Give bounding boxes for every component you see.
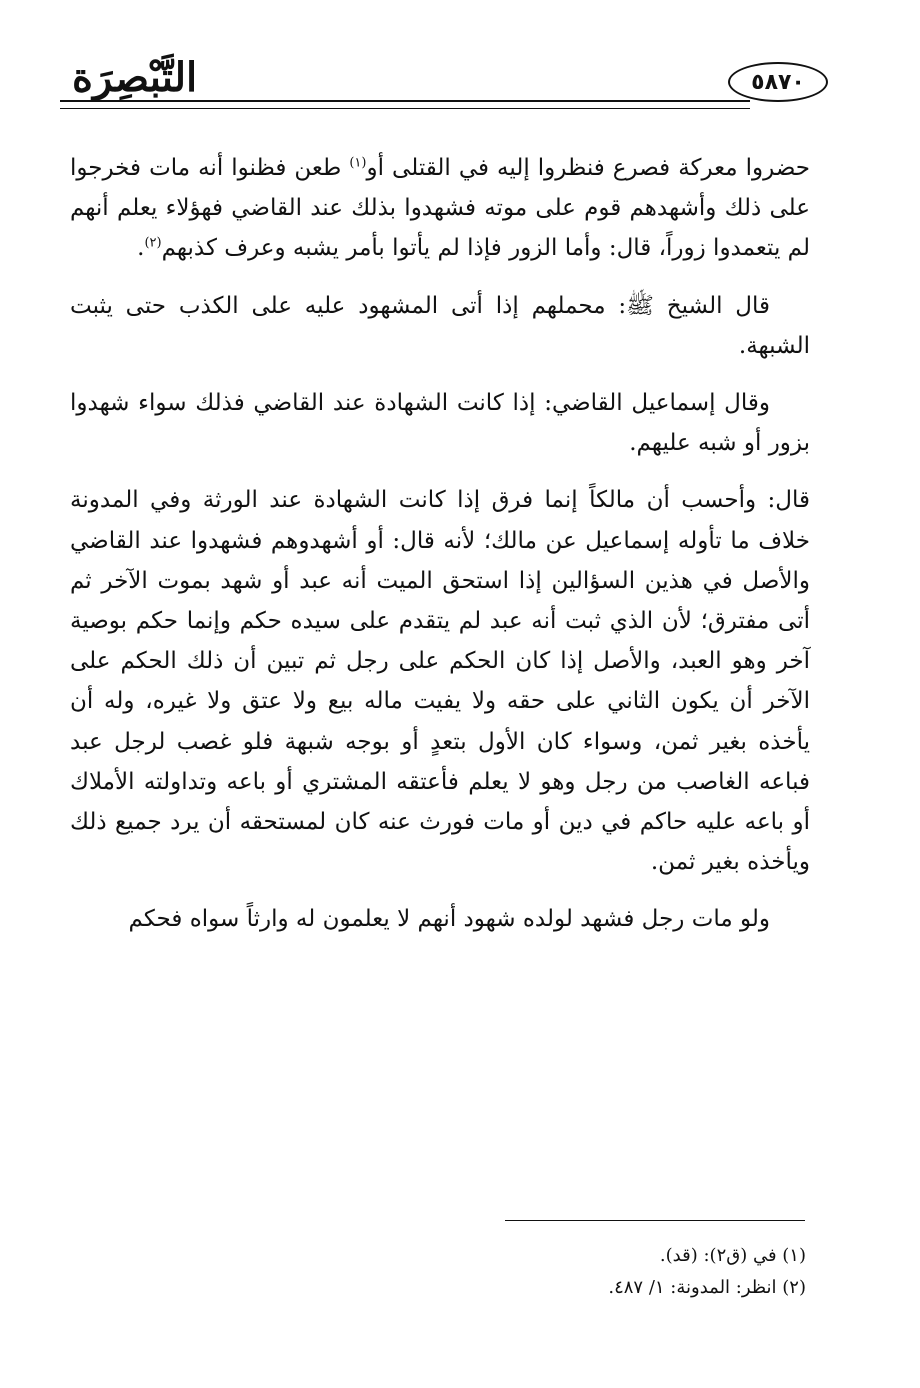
footnote-divider — [505, 1220, 805, 1221]
header-divider — [60, 100, 750, 102]
paragraph-5: ولو مات رجل فشهد لولده شهود أنهم لا يعلمون له وارثاً سواه فحكم — [128, 906, 770, 933]
paragraph-1-part-a: حضروا معركة فصرع فنظروا إليه في القتلى أو — [366, 155, 810, 181]
paragraph-3: وقال إسماعيل القاضي: إذا كانت الشهادة عند القاضي فذلك سواء شهدوا بزور أو شبه عليهم. — [70, 390, 810, 457]
footnote-1: (١) في (ق٢): (قد). — [659, 1245, 806, 1266]
paragraph-4: قال: وأحسب أن مالكاً إنما فرق إذا كانت الشهادة عند الورثة وفي المدونة خلاف ما تأوله إسماعيل عن مالك؛ لأنه قال: أو أشهدوهم فشهدوا عند القاضي والأصل في هذين السؤالين إذا استحق الميت أنه عبد أو شهد بموت الآخر ثم أتى مفترق؛ لأن الذي ثبت أنه عبد لم يتقدم على سيده حكم وإنما حكم بوصية آخر وهو العبد، والأصل إذا كان الحكم على رجل ثم تبين أن ذلك الحكم على الآخر أن يكون الثاني على حقه ولا يفيت ماله بيع ولا عتق ولا غيره، وله أن يأخذه بغير ثمن، وسواء كان الأول بتعدٍ أو بوجه شبهة فلو غصب لرجل عبد فباعه الغاصب من رجل وهو لا يعلم فأعتقه المشتري أو باعه وتداولته الأملاك أو باعه عليه حاكم في دين أو مات فورث عنه كان لمستحقه أن يرد جميع ذلك ويأخذه بغير ثمن. — [70, 487, 810, 876]
running-title: التَّبْصِرَة — [72, 54, 198, 101]
main-text — [70, 148, 810, 957]
page-number-badge: ٥٨٧٠ — [728, 62, 828, 102]
paragraph-2: قال الشيخ ﷺ: محملهم إذا أتى المشهود عليه على الكذب حتى يثبت الشبهة. — [70, 292, 810, 359]
paragraph-1-part-b: طعن فظنوا أنه مات فخرجوا على ذلك وأشهدهم قوم على موته فشهدوا بذلك عند القاضي فهؤلاء يعلم أنهم لم يتعمدوا زوراً، قال: وأما الزور فإذا لم يأتوا بأمر يشبه وعرف كذبهم — [70, 155, 810, 262]
header-divider-thin — [60, 108, 750, 109]
footnote-2: (٢) انظر: المدونة: ١/ ٤٨٧. — [608, 1277, 806, 1298]
footnote-ref-1: (١) — [349, 155, 367, 171]
footnote-ref-2: (٢) — [144, 235, 162, 251]
paragraph-1-part-c: . — [137, 235, 145, 262]
footnotes — [70, 1240, 806, 1304]
paragraph-1 — [70, 148, 810, 269]
